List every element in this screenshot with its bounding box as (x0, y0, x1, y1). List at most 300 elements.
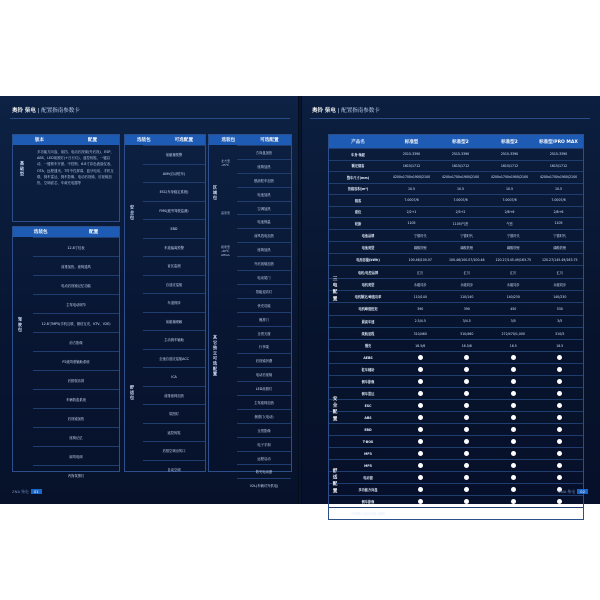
standard-dot-icon (444, 463, 491, 469)
cell-value: 310/460 (413, 331, 427, 336)
row-label: MP3 (364, 451, 372, 456)
row-label: 中控锁+电动车窗+副驾 (350, 512, 386, 517)
standard-dot-icon (444, 487, 491, 493)
list-item: 燃油驻车加热 (237, 173, 291, 187)
standard-dot-icon (397, 427, 444, 433)
table-row (329, 315, 583, 327)
row-label: AEBS (363, 355, 373, 360)
cell-value: 4200x1700x1900/2100 (441, 175, 480, 180)
list-item: 前排座椅加热 (143, 386, 205, 405)
dot-icon (557, 475, 562, 480)
divider: | (37, 108, 40, 114)
variant-1-header: 标准型 (404, 139, 419, 145)
right-header (312, 106, 380, 114)
cell-value: 2/8+6 (504, 209, 515, 214)
list-item: 电池保温 (237, 214, 291, 228)
standard-dot-icon (490, 391, 537, 397)
brand: 奥铃 柴电 (12, 108, 36, 114)
list-item: 内饰氛围灯 (33, 465, 119, 484)
standard-dot-icon (444, 499, 491, 505)
standard-dot-icon (490, 367, 537, 373)
dot-icon (511, 475, 516, 480)
list-item: 氛围灯 (143, 404, 205, 423)
row-label: 电动窗 (363, 476, 373, 481)
dot-icon (418, 499, 423, 504)
row-label: 座位 (354, 210, 362, 215)
cell-value: 2/8+6 (553, 209, 564, 214)
cell-value: 10.5 (505, 186, 514, 191)
list-item: 远程启动 (237, 451, 291, 465)
cell-value: 7.0007/6 (404, 198, 419, 203)
standard-dot-icon (537, 463, 584, 469)
standard-dot-icon (444, 391, 491, 397)
list-item: 快充功能 (237, 298, 291, 312)
left-footer (12, 489, 42, 495)
dot-icon (418, 451, 423, 456)
cell-value: 磷酸铁锂 (413, 245, 427, 250)
opt-header: 选装包 (33, 230, 48, 235)
cell-value: 宁德时代 (553, 233, 567, 238)
cell-value: 7.0007/6 (551, 198, 566, 203)
row-label: 电机类型 (361, 282, 375, 287)
list-item: 自动空调 (143, 460, 205, 479)
cell-value: 2515-3390 (549, 152, 568, 157)
cell-value: 4200x1700x1900/2100 (392, 175, 431, 180)
spec-table-header (329, 135, 583, 148)
list-item: 前碰撞预警 (143, 145, 205, 164)
list-item: LED前照灯 (237, 381, 291, 395)
table-row (329, 423, 583, 435)
list-item: 全速自适应巡航ACC (143, 349, 205, 368)
dot-icon (557, 355, 562, 360)
standard-dot-icon (537, 499, 584, 505)
table-row (329, 459, 583, 471)
cell-value: 272/470/1,000 (501, 331, 525, 336)
dot-icon (511, 379, 516, 384)
dot-icon (557, 451, 562, 456)
table-row (329, 435, 583, 447)
standard-dot-icon (537, 451, 584, 457)
cell-value: 450 (510, 306, 517, 311)
footer-brand: ZNA 柴电 (12, 489, 29, 494)
standard-dot-icon (537, 415, 584, 421)
cell-value: 16.5/6 (415, 343, 426, 348)
dot-icon (557, 391, 562, 396)
option-table-3-header (209, 135, 291, 145)
table-row (329, 351, 583, 363)
standard-dot-icon (397, 463, 444, 469)
cell-value: 4200x1700x1900/2100 (539, 175, 578, 180)
opt3-config-header: 可选配置 (260, 138, 279, 143)
dot-icon (464, 379, 469, 384)
dot-icon (511, 391, 516, 396)
cell-value: 宁德时代 (413, 233, 427, 238)
standard-dot-icon (397, 439, 444, 445)
variant-2-header: 标准型2 (452, 139, 469, 145)
cell-value: 310/5 (555, 331, 565, 336)
list-item: 主驾座椅加热 (237, 395, 291, 409)
dot-icon (511, 499, 516, 504)
dot-icon (557, 499, 562, 504)
header-title: 配置指南参数卡 (41, 108, 80, 114)
cell-value: 2515-3390 (451, 152, 470, 157)
row-label: 电池类型 (361, 245, 375, 250)
cell-value: 2/5+2 (455, 209, 466, 214)
row-label: 电池品牌 (361, 233, 375, 238)
standard-dot-icon (490, 487, 537, 493)
opt2-config-header: 可选配置 (174, 138, 194, 143)
row-label: 额定载客 (351, 164, 365, 169)
cell-value: 120.27/145.49/163.75 (541, 257, 578, 262)
dot-icon (464, 475, 469, 480)
table-row (329, 327, 583, 339)
standard-dot-icon (444, 415, 491, 421)
dot-icon (511, 451, 516, 456)
cell-value: 1105 (554, 221, 563, 226)
standard-dot-icon (397, 391, 444, 397)
dot-icon (418, 439, 423, 444)
dot-icon (557, 439, 562, 444)
cell-value: 140/230 (506, 294, 520, 299)
row-label: 续航里程 (361, 332, 375, 337)
page-number: 01 (31, 489, 42, 494)
standard-dot-icon (537, 511, 584, 517)
list-item: 车道保持 (143, 293, 205, 312)
option-table-2-header (125, 135, 205, 145)
dot-icon (511, 511, 516, 516)
cell-value: 1105 (407, 221, 416, 226)
option-list-2 (143, 145, 205, 478)
table-row (329, 290, 583, 302)
region-plateau: 高原型 (221, 211, 231, 215)
cell-value: 310/460 (460, 331, 474, 336)
footer-brand-right: ZNA 柴电 (558, 489, 576, 494)
list-item: EBD (143, 219, 205, 238)
dot-icon (557, 367, 562, 372)
brand-right: 奥铃 柴电 (312, 108, 336, 114)
header-rule-right (310, 118, 590, 119)
list-item: ICA (143, 367, 205, 386)
cell-value: 永磁同步 (553, 282, 567, 287)
list-item: 盲区监测 (143, 256, 205, 275)
standard-dot-icon (444, 475, 491, 481)
cell-value: 120.27/145.49/163.75 (495, 257, 532, 262)
cell-value: 16.5 (509, 343, 517, 348)
table-row (329, 399, 583, 411)
header-title-right: 配置指南参数卡 (341, 108, 380, 114)
standard-dot-icon (537, 427, 584, 433)
row-label: 电机峰值扭矩 (358, 307, 378, 312)
dot-icon (511, 355, 516, 360)
spec-table (328, 134, 584, 520)
row-label: 倒车影像 (361, 500, 375, 505)
table-row (329, 265, 583, 277)
region-cold: 极寒型 -40℃ AHGA (221, 245, 231, 257)
dot-icon (418, 355, 423, 360)
dot-icon (464, 367, 469, 372)
standard-dot-icon (490, 463, 537, 469)
dot-icon (557, 511, 562, 516)
row-label: 电机/电控品牌 (357, 270, 379, 275)
cell-value: 7.0007/6 (453, 198, 468, 203)
list-item: 侧滑门 (237, 312, 291, 326)
right-footer (558, 489, 588, 495)
base-config-text: 多功能方向盘、前挡、电动后视镜(外后视)、ESP、ABS、LED前照灯(+日行灯)、遥控钥匙、一键启动、一键锁车开窗、中控锁、6.8寸彩色液晶仪表、OTA、远程通讯、7吋中控屏幕、蓝牙电话、手机互联、倒车雷达、倒车影像、电动后视镜、后视镜加热、空调滤芯、车载充电器等 (37, 150, 114, 186)
variant-3-header: 标准型2 (501, 139, 518, 145)
list-item: 12.8寸仪表 (33, 237, 119, 256)
standard-dot-icon (444, 511, 491, 517)
dot-icon (511, 439, 516, 444)
standard-dot-icon (397, 451, 444, 457)
option-table-1-header (13, 227, 119, 237)
cell-value: 宁德时代 (506, 233, 520, 238)
cell-value: 16.5 (556, 343, 564, 348)
dot-icon (464, 391, 469, 396)
dot-icon (511, 487, 516, 492)
list-item: 车辆防盗系统 (33, 389, 119, 408)
cell-value: 汇川 (556, 270, 563, 275)
comfort-category-2: 舒适包 (130, 385, 135, 401)
list-item: 座椅加热 (237, 242, 291, 256)
cell-value: 390 (463, 306, 470, 311)
cell-value: 530 (556, 306, 563, 311)
product-name-header: 产品名 (351, 139, 365, 145)
page-fold (298, 96, 302, 504)
dot-icon (464, 451, 469, 456)
cell-value: 390 (417, 306, 424, 311)
table-row (329, 495, 583, 507)
row-label: 多功能方向盘 (358, 488, 378, 493)
row-label: 载客 (354, 198, 362, 203)
table-row (329, 278, 583, 290)
standard-dot-icon (490, 499, 537, 505)
row-label: EBD (364, 427, 372, 432)
list-item: 后视镜加热 (33, 408, 119, 427)
standard-dot-icon (490, 379, 537, 385)
spec-rows (329, 148, 583, 519)
list-item: ESC(车身稳定系统) (143, 182, 205, 201)
list-item: 前排加热、座椅通风 (33, 256, 119, 275)
list-item: 前碰撞缓解 (143, 312, 205, 331)
standard-dot-icon (397, 487, 444, 493)
cell-value: 永磁同步 (460, 282, 474, 287)
cell-value: 汇川 (417, 270, 424, 275)
row-label: 最高车速 (361, 319, 375, 324)
list-item: 副驾电调 (33, 446, 119, 465)
region-category: 区域包 (213, 185, 218, 201)
list-item: AVH(自动驻车) (143, 164, 205, 183)
list-item: 车道偏离预警 (143, 238, 205, 257)
table-row (329, 411, 583, 423)
list-item: 电子手刹 (237, 437, 291, 451)
list-item: 外后视镜加热 (237, 256, 291, 270)
option-table-2 (124, 134, 206, 472)
list-item: 侧滑门(电动) (237, 409, 291, 423)
region-north: 北方型 -25℃ (221, 159, 231, 167)
standard-dot-icon (397, 475, 444, 481)
option-list-3 (237, 145, 291, 492)
cell-value: 2/2+1 (406, 209, 417, 214)
list-item: P2级驾驶辅助系统 (33, 351, 119, 370)
standard-dot-icon (490, 355, 537, 361)
cell-value: 110/140 (413, 294, 427, 299)
cell-value: 3/5 (510, 319, 516, 324)
dot-icon (464, 427, 469, 432)
row-label: 倒车影像 (361, 380, 375, 385)
standard-dot-icon (444, 439, 491, 445)
comfort-section-label: 舒适配置 (332, 468, 337, 495)
dot-icon (511, 415, 516, 420)
cell-value: 2515-3390 (500, 152, 519, 157)
list-item: 后排娱乐屏 (33, 370, 119, 389)
row-label: 整车尺寸(mm) (346, 175, 370, 180)
list-item: 座椅加热 (237, 159, 291, 173)
cell-value: 1615/1712 (402, 163, 421, 168)
row-label: 车身·轴距 (351, 152, 365, 157)
dot-icon (418, 475, 423, 480)
table-row (329, 229, 583, 241)
brochure-spread (0, 96, 600, 517)
row-label: ESC (364, 403, 372, 408)
list-item: 前风挡电加热 (237, 228, 291, 242)
dot-icon (511, 403, 516, 408)
cell-value: 磷酸铁锂 (460, 245, 474, 250)
table-row (329, 339, 583, 351)
cell-value: 140/230 (553, 294, 567, 299)
cell-value: 10.5 (456, 186, 465, 191)
cell-value: 2.5/4.5 (414, 319, 426, 324)
list-item: 电动尾门 (237, 270, 291, 284)
dot-icon (464, 487, 469, 492)
cell-value: 3/5 (557, 319, 563, 324)
cell-value: 1615/1712 (451, 163, 470, 168)
standard-dot-icon (490, 451, 537, 457)
cell-value: 110/140 (460, 294, 474, 299)
page-number-right: 02 (577, 489, 588, 494)
cell-value: 16.5/6 (461, 343, 472, 348)
dot-icon (464, 415, 469, 420)
standard-dot-icon (537, 355, 584, 361)
row-label: ABS (364, 415, 372, 420)
standard-dot-icon (490, 439, 537, 445)
row-label: T-BOX (362, 439, 374, 444)
list-item: 行李架 (237, 339, 291, 353)
version-header: 版本 (34, 138, 45, 143)
cell-value: 1105/气密 (452, 221, 469, 226)
cell-value: 100.46/100.07/100.46 (448, 257, 485, 262)
dot-icon (464, 511, 469, 516)
table-row (329, 375, 583, 387)
list-item: V2L(车辆对外供电) (237, 478, 291, 492)
standard-dot-icon (537, 403, 584, 409)
cell-value: 3/4.5 (462, 319, 471, 324)
table-row (329, 241, 583, 253)
header-rule (10, 118, 290, 119)
table-row (329, 206, 583, 218)
dot-icon (464, 439, 469, 444)
dot-icon (557, 427, 562, 432)
table-row (329, 217, 583, 229)
cell-value: 4200x1700x1900/2100 (490, 175, 529, 180)
dot-icon (418, 427, 423, 432)
dot-icon (464, 403, 469, 408)
table-row (329, 483, 583, 495)
standard-dot-icon (397, 499, 444, 505)
dot-icon (418, 463, 423, 468)
row-label: MP5 (364, 463, 372, 468)
standard-dot-icon (397, 403, 444, 409)
standard-dot-icon (444, 427, 491, 433)
other-category: 其它独立可选配置 (213, 335, 218, 377)
opt3-header: 选装包 (221, 138, 236, 143)
dot-icon (464, 499, 469, 504)
option-table-3 (208, 134, 292, 489)
dot-icon (418, 391, 423, 396)
comfort-category: 驾驶包 (18, 317, 23, 333)
standard-dot-icon (444, 451, 491, 457)
standard-dot-icon (490, 511, 537, 517)
cell-value: 1615/1712 (549, 163, 568, 168)
table-row (329, 302, 583, 314)
standard-dot-icon (397, 367, 444, 373)
row-label: 电机额定/峰值功率 (354, 295, 382, 300)
standard-dot-icon (537, 475, 584, 481)
table-row (329, 148, 583, 160)
safety-category: 安全包 (130, 205, 135, 221)
config-header: 配置 (87, 138, 98, 143)
standard-dot-icon (444, 379, 491, 385)
dot-icon (418, 415, 423, 420)
list-item: 电池加热 (237, 187, 291, 201)
cell-value: 2515-3390 (402, 152, 421, 157)
cell-value: 永磁同步 (413, 282, 427, 287)
list-item: 遥控钥匙 (143, 423, 205, 442)
list-item: 空调加热 (237, 201, 291, 215)
standard-dot-icon (397, 355, 444, 361)
standard-dot-icon (537, 379, 584, 385)
cell-value: 100.46/100.07 (408, 257, 432, 262)
safety-section-label: 安全配置 (332, 396, 337, 423)
list-item: 后视镜折叠 (237, 353, 291, 367)
table-row (329, 253, 583, 265)
cell-value: 1615/1712 (500, 163, 519, 168)
standard-dot-icon (490, 427, 537, 433)
power-section-label: 三电配置 (332, 276, 337, 303)
list-item: 座椅记忆 (33, 427, 119, 446)
cell-value: 宁德时代 (460, 233, 474, 238)
list-item: 全景影像 (237, 423, 291, 437)
dot-icon (511, 463, 516, 468)
dot-icon (418, 511, 423, 516)
table-row (329, 194, 583, 206)
cell-value: 10.5 (407, 186, 416, 191)
right-page (300, 96, 600, 517)
list-item: 电动后视镜 (237, 367, 291, 381)
row-label: 轮胎 (354, 221, 362, 226)
cell-value: 7.0007/6 (502, 198, 517, 203)
table-row (329, 160, 583, 172)
row-label: 电池容量(kWh) (356, 258, 380, 263)
standard-dot-icon (537, 439, 584, 445)
dot-icon (557, 463, 562, 468)
dot-icon (464, 355, 469, 360)
option-list-1 (33, 237, 119, 484)
list-item: 前方影像 (33, 332, 119, 351)
dot-icon (418, 367, 423, 372)
dot-icon (557, 415, 562, 420)
list-item: 全景天窗 (237, 326, 291, 340)
base-version-table (12, 134, 120, 222)
